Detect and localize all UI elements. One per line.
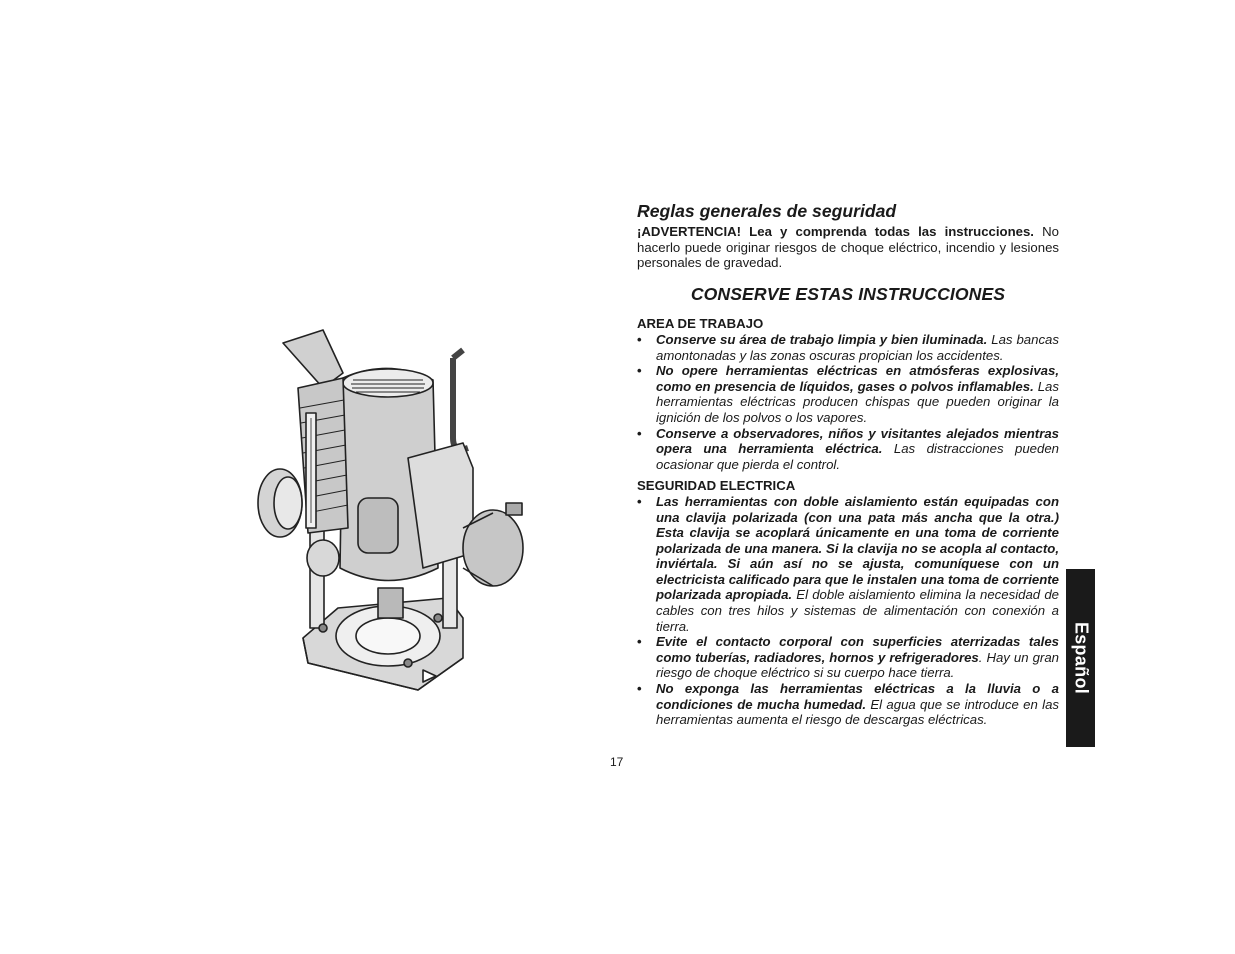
bullet: • — [637, 634, 642, 650]
bullet: • — [637, 425, 642, 441]
warning-paragraph — [637, 224, 1059, 271]
list-item — [637, 681, 1059, 728]
conserve-heading: CONSERVE ESTAS INSTRUCCIONES — [690, 283, 1006, 304]
safety-rules-column — [637, 200, 1059, 728]
bullet: • — [637, 681, 642, 697]
bullet: • — [637, 493, 642, 509]
rule-text: Las bancas amontonadas y las zonas oscuras propician los accidentes. — [656, 331, 1059, 363]
router-illustration — [248, 318, 538, 698]
list-item — [637, 634, 1059, 681]
rule-bold: No exponga las herramientas eléctricas a la lluvia o a condiciones de mucha humedad. — [656, 681, 1059, 712]
page-title: Reglas generales de seguridad — [637, 201, 897, 221]
section-heading-work-area: AREA DE TRABAJO — [637, 316, 764, 332]
warning-bold: ¡ADVERTENCIA! Lea y comprenda todas las instrucciones. — [637, 224, 1034, 239]
rule-text: . Hay un gran riesgo de choque eléctrico si su cuerpo hace tierra. — [656, 649, 1059, 681]
rule-bold: Conserve a observadores, niños y visitantes alejados mientras opera una herramienta eléctrica. — [656, 425, 1059, 457]
list-item — [637, 332, 1059, 363]
page-number: 17 — [610, 755, 624, 769]
rule-bold: Conserve su área de trabajo limpia y bien iluminada. — [656, 331, 988, 347]
language-tab — [1066, 569, 1095, 747]
list-item — [637, 363, 1059, 425]
rule-text: El doble aislamiento elimina la necesidad de cables con tres hilos y sistemas de alimentación con conexión a tierra. — [656, 587, 1059, 634]
rules-list-work-area — [637, 332, 1059, 472]
bullet: • — [637, 363, 642, 379]
rule-text: Las herramientas eléctricas producen chispas que pueden originar la ignición de los polvos o los vapores. — [656, 378, 1059, 425]
rule-bold: No opere herramientas eléctricas en atmósferas explosivas, como en presencia de líquidos, gases o polvos inflamables. — [656, 363, 1059, 394]
rules-list-electrical — [637, 494, 1059, 728]
language-tab-label: Español — [1071, 621, 1091, 695]
rule-bold: Evite el contacto corporal con superficies aterrizadas tales como tuberías, radiadores, hornos y refrigeradores — [656, 634, 1059, 665]
rule-bold: Las herramientas con doble aislamiento están equipadas con una clavija polarizada (con una pata más ancha que la otra.) Esta clavija se acoplará únicamente en una toma de corriente polarizada de una manera. Si la clavija no se acopla al contacto, inviértala. Si aún así no se ajusta, comuníquese con un electricista calificado para que le instalen una toma de corriente polarizada apropiada. — [656, 493, 1059, 603]
list-item — [637, 426, 1059, 473]
section-heading-electrical: SEGURIDAD ELECTRICA — [637, 478, 796, 494]
rule-text: El agua que se introduce en las herramientas aumenta el riesgo de descargas eléctricas. — [656, 696, 1060, 728]
bullet: • — [637, 331, 642, 347]
list-item — [637, 494, 1059, 634]
warning-text: No hacerlo puede originar riesgos de choque eléctrico, incendio y lesiones personales de gravedad. — [637, 224, 1059, 271]
rule-text: Las distracciones pueden ocasionar que pierda el control. — [656, 441, 1059, 472]
